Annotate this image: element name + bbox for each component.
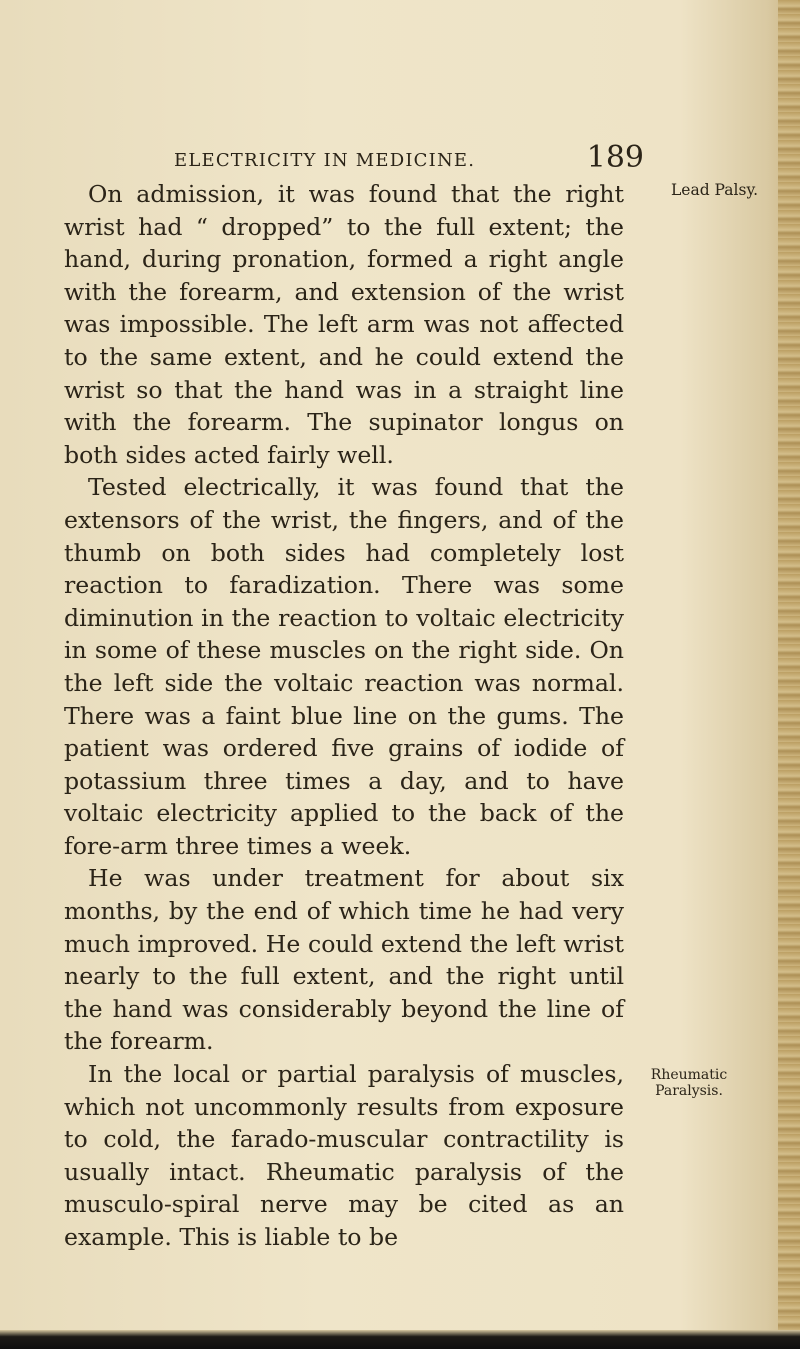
book-fore-edge	[778, 0, 800, 1349]
paragraph: In the local or partial paralysis of muscles, which not uncommonly results from exposure to cold, the farado-muscular contractility is usually intact. Rheumatic paralysis of the musculo-spiral nerve may be cited as an example. This is liable to be	[64, 1060, 624, 1251]
paragraph: Tested electrically, it was found that the extensors of the wrist, the fingers, and of the thumb on both sides had completely lost reaction to faradization. There was some diminution in the reaction to voltaic electricity in some of these muscles on the right side. On the left side the voltaic reaction was normal. There was a faint blue line on the gums. The patient was ordered five grains of iodide of potassium three times a day, and to have voltaic electricity applied to the back of the fore-arm three times a week.	[64, 473, 624, 860]
paragraph: He was under treatment for about six months, by the end of which time he had very much improved. He could extend the left wrist nearly to the full extent, and the right until the hand was considerably beyond the line of the forearm.	[64, 864, 624, 1056]
page-number: 189	[586, 140, 644, 175]
page-header	[174, 140, 644, 180]
body-text	[64, 178, 624, 1254]
running-head: ELECTRICITY IN MEDICINE.	[174, 150, 476, 171]
margin-note-lead-palsy: Lead Palsy.	[671, 181, 759, 199]
margin-note-rheumatic-paralysis: Rheumatic Paralysis.	[650, 1067, 728, 1099]
page-bottom-edge	[0, 1330, 800, 1349]
paragraph: On admission, it was found that the right wrist had “ dropped” to the full extent; the hand, during pronation, formed a right angle with the forearm, and extension of the wrist was impossible. The left arm was not affected to the same extent, and he could extend the wrist so that the hand was in a straight line with the forearm. The supinator longus on both sides acted fairly well.	[64, 180, 624, 469]
